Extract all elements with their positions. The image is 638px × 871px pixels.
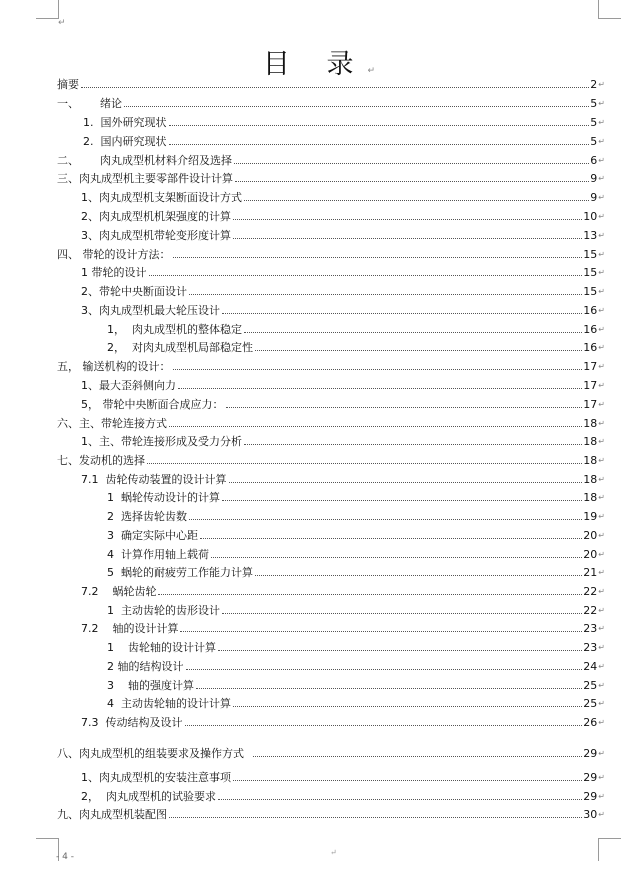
- toc-paragraph-mark: ↵: [598, 773, 605, 782]
- toc-paragraph-mark: ↵: [598, 456, 605, 465]
- toc-entry-text: 7.2 蜗轮齿轮: [81, 585, 157, 598]
- toc-page-number: 17: [583, 398, 598, 411]
- toc-page-number: 20: [583, 529, 598, 542]
- toc-entry-text: 1 带轮的设计: [81, 266, 147, 279]
- toc-paragraph-mark: ↵: [598, 343, 605, 352]
- toc-entry: [57, 696, 605, 710]
- toc-entry: [57, 640, 605, 654]
- page-footer: - 4 -: [56, 852, 74, 862]
- toc-entry: [57, 190, 605, 204]
- toc-entry: [57, 715, 605, 729]
- toc-entry: [57, 453, 605, 467]
- toc-entry-text: 五， 输送机构的设计：: [57, 360, 171, 373]
- toc-page-number: 19: [583, 510, 598, 523]
- toc-entry: [57, 303, 605, 317]
- toc-page-number: 21: [583, 566, 598, 579]
- toc-paragraph-mark: ↵: [598, 118, 605, 127]
- toc-dot-leader: [158, 594, 582, 595]
- toc-entry: [57, 416, 605, 430]
- toc-paragraph-mark: ↵: [598, 662, 605, 671]
- toc-paragraph-mark: ↵: [598, 231, 605, 240]
- toc-dot-leader: [147, 463, 582, 464]
- toc-paragraph-mark: ↵: [598, 718, 605, 727]
- toc-entry: [57, 807, 605, 821]
- toc-page-number: 20: [583, 548, 598, 561]
- toc-entry: [57, 134, 605, 148]
- toc-paragraph-mark: ↵: [598, 306, 605, 315]
- toc-paragraph-mark: ↵: [598, 193, 605, 202]
- toc-page-number: 6: [590, 154, 598, 167]
- toc-entry-text: 4 计算作用轴上载荷: [107, 548, 209, 561]
- toc-entry: [57, 434, 605, 448]
- toc-page-number: 17: [583, 360, 598, 373]
- toc-paragraph-mark: ↵: [598, 419, 605, 428]
- toc-page-number: 16: [583, 341, 598, 354]
- toc-paragraph-mark: ↵: [598, 681, 605, 690]
- toc-entry-text: 7.3 传动结构及设计: [81, 716, 183, 729]
- toc-page-number: 29: [583, 771, 598, 784]
- toc-page-number: 2: [590, 78, 598, 91]
- toc-page-number: 16: [583, 323, 598, 336]
- toc-paragraph-mark: ↵: [598, 99, 605, 108]
- toc-entry-text: 一、 绪论: [57, 97, 122, 110]
- toc-entry-text: 2 轴的结构设计: [107, 660, 184, 673]
- toc-dot-leader: [233, 219, 582, 220]
- toc-entry-text: 1、肉丸成型机支架断面设计方式: [81, 191, 242, 204]
- toc-page-number: 29: [583, 747, 598, 760]
- toc-page-number: 22: [583, 585, 598, 598]
- footer-paragraph-mark: ↵: [330, 848, 337, 857]
- toc-entry-text: 1 齿轮轴的设计计算: [107, 641, 216, 654]
- toc-paragraph-mark: ↵: [598, 550, 605, 559]
- toc-entry: [57, 322, 605, 336]
- toc-entry: [57, 547, 605, 561]
- toc-entry: [57, 228, 605, 242]
- toc-dot-leader: [189, 519, 582, 520]
- toc-entry: [57, 397, 605, 411]
- toc-paragraph-mark: ↵: [598, 792, 605, 801]
- toc-page-number: 22: [583, 604, 598, 617]
- toc-paragraph-mark: ↵: [598, 699, 605, 708]
- toc-dot-leader: [218, 799, 582, 800]
- toc-dot-leader: [255, 575, 582, 576]
- toc-paragraph-mark: ↵: [598, 512, 605, 521]
- toc-dot-leader: [169, 144, 590, 145]
- toc-paragraph-mark: ↵: [598, 587, 605, 596]
- toc-paragraph-mark: ↵: [598, 250, 605, 259]
- toc-entry-text: 1、肉丸成型机的安装注意事项: [81, 771, 231, 784]
- crop-mark-bottom-right: [598, 838, 621, 861]
- toc-paragraph-mark: ↵: [598, 568, 605, 577]
- toc-dot-leader: [200, 538, 582, 539]
- toc-entry-text: 1、主、带轮连接形成及受力分析: [81, 435, 242, 448]
- toc-page-number: 26: [583, 716, 598, 729]
- toc-entry-text: 1 主动齿轮的齿形设计: [107, 604, 220, 617]
- toc-entry: [57, 378, 605, 392]
- toc-dot-leader: [180, 631, 582, 632]
- toc-dot-leader: [178, 388, 582, 389]
- toc-entry: [57, 359, 605, 373]
- toc-paragraph-mark: ↵: [598, 268, 605, 277]
- toc-entry-text: 5， 带轮中央断面合成应力：: [81, 398, 224, 411]
- toc-entry: [57, 265, 605, 279]
- toc-dot-leader: [229, 482, 583, 483]
- toc-entry-text: 1、最大歪斜侧向力: [81, 379, 176, 392]
- toc-page-number: 23: [583, 622, 598, 635]
- toc-paragraph-mark: ↵: [598, 287, 605, 296]
- toc-entry-text: 2 选择齿轮齿数: [107, 510, 187, 523]
- toc-entry: [57, 509, 605, 523]
- toc-page-number: 15: [583, 248, 598, 261]
- toc-paragraph-mark: ↵: [598, 362, 605, 371]
- toc-dot-leader: [196, 688, 582, 689]
- toc-dot-leader: [235, 181, 589, 182]
- toc-dot-leader: [169, 125, 590, 126]
- toc-paragraph-mark: ↵: [598, 325, 605, 334]
- toc-page-number: 5: [590, 116, 598, 129]
- toc-page-number: 24: [583, 660, 598, 673]
- toc-dot-leader: [169, 817, 582, 818]
- toc-page-number: 9: [590, 172, 598, 185]
- toc-page-number: 15: [583, 266, 598, 279]
- toc-dot-leader: [226, 407, 583, 408]
- toc-entry: [57, 209, 605, 223]
- toc-entry-text: 1， 肉丸成型机的整体稳定: [107, 323, 242, 336]
- toc-paragraph-mark: ↵: [598, 437, 605, 446]
- toc-entry: [57, 528, 605, 542]
- toc-page-number: 18: [583, 417, 598, 430]
- toc-paragraph-mark: ↵: [598, 80, 605, 89]
- toc-dot-leader: [233, 780, 582, 781]
- toc-entry-text: 7.2 轴的设计计算: [81, 622, 179, 635]
- toc-paragraph-mark: ↵: [598, 749, 605, 758]
- toc-dot-leader: [222, 313, 582, 314]
- toc-dot-leader: [244, 444, 582, 445]
- toc-dot-leader: [222, 613, 582, 614]
- toc-paragraph-mark: ↵: [598, 606, 605, 615]
- toc-page-number: 9: [590, 191, 598, 204]
- toc-entry: [57, 171, 605, 185]
- toc-entry: [57, 746, 605, 760]
- toc-entry-text: 四、 带轮的设计方法：: [57, 248, 171, 261]
- toc-entry-text: 3、肉丸成型机最大轮压设计: [81, 304, 220, 317]
- toc-page-number: 25: [583, 679, 598, 692]
- toc-entry: [57, 789, 605, 803]
- toc-entry-text: 2. 国内研究现状: [83, 135, 167, 148]
- toc-entry-text: 摘要: [57, 78, 79, 91]
- toc-dot-leader: [81, 87, 589, 88]
- toc-entry-text: 二、 肉丸成型机材料介绍及选择: [57, 154, 232, 167]
- toc-dot-leader: [255, 350, 582, 351]
- toc-page-number: 17: [583, 379, 598, 392]
- toc-dot-leader: [124, 106, 589, 107]
- toc-entry: [57, 659, 605, 673]
- toc-dot-leader: [218, 650, 582, 651]
- toc-dot-leader: [189, 294, 582, 295]
- toc-page-number: 29: [583, 790, 598, 803]
- toc-page-number: 16: [583, 304, 598, 317]
- toc-entry-text: 八、肉丸成型机的组装要求及操作方式: [57, 747, 251, 760]
- toc-entry-text: 2， 对肉丸成型机局部稳定性: [107, 341, 253, 354]
- toc-page-number: 18: [583, 435, 598, 448]
- toc-entry-text: 5 蜗轮的耐疲劳工作能力计算: [107, 566, 253, 579]
- toc-dot-leader: [233, 238, 582, 239]
- toc-entry: [57, 603, 605, 617]
- toc-page-number: 30: [583, 808, 598, 821]
- toc-paragraph-mark: ↵: [598, 624, 605, 633]
- toc-dot-leader: [173, 369, 583, 370]
- toc-entry-text: 3、肉丸成型机带轮变形度计算: [81, 229, 231, 242]
- toc-dot-leader: [186, 669, 583, 670]
- toc-paragraph-mark: ↵: [598, 493, 605, 502]
- toc-paragraph-mark: ↵: [598, 643, 605, 652]
- toc-entry-text: 1 蜗轮传动设计的计算: [107, 491, 220, 504]
- toc-dot-leader: [211, 557, 582, 558]
- toc-page-number: 25: [583, 697, 598, 710]
- toc-entry: [57, 678, 605, 692]
- toc-entry: [57, 153, 605, 167]
- toc-entry-text: 3 确定实际中心距: [107, 529, 198, 542]
- toc-paragraph-mark: ↵: [598, 475, 605, 484]
- toc-entry: [57, 621, 605, 635]
- toc-dot-leader: [233, 706, 582, 707]
- toc-entry: [57, 77, 605, 91]
- title-paragraph-mark: ↵: [367, 66, 376, 76]
- toc-paragraph-mark: ↵: [598, 400, 605, 409]
- toc-paragraph-mark: ↵: [598, 156, 605, 165]
- toc-entry: [57, 565, 605, 579]
- toc-page-number: 13: [583, 229, 598, 242]
- toc-entry-text: 六、主、带轮连接方式: [57, 417, 167, 430]
- crop-mark-top-right: [598, 0, 621, 19]
- toc-entry: [57, 584, 605, 598]
- toc-entry: [57, 770, 605, 784]
- toc-dot-leader: [244, 332, 582, 333]
- toc-page-number: 5: [590, 97, 598, 110]
- toc-paragraph-mark: ↵: [598, 174, 605, 183]
- toc-entry-text: 三、肉丸成型机主要零部件设计计算: [57, 172, 233, 185]
- crop-mark-top-left: [36, 0, 59, 19]
- toc-dot-leader: [234, 163, 589, 164]
- toc-page-number: 18: [583, 491, 598, 504]
- paragraph-mark-top: ↵: [58, 18, 66, 28]
- toc-page-number: 10: [583, 210, 598, 223]
- toc-entry: [57, 115, 605, 129]
- toc-page-number: 5: [590, 135, 598, 148]
- page-title-text: 目 录: [262, 49, 368, 80]
- toc-paragraph-mark: ↵: [598, 381, 605, 390]
- toc-entry-text: 七、发动机的选择: [57, 454, 145, 467]
- toc-entry: [57, 490, 605, 504]
- toc-entry-text: 7.1 齿轮传动装置的设计计算: [81, 473, 227, 486]
- toc-entry: [57, 247, 605, 261]
- toc-paragraph-mark: ↵: [598, 531, 605, 540]
- toc-page-number: 23: [583, 641, 598, 654]
- toc-entry-text: 2、肉丸成型机机架强度的计算: [81, 210, 231, 223]
- toc-dot-leader: [222, 500, 582, 501]
- toc-page-number: 18: [583, 454, 598, 467]
- toc-entry-text: 2、带轮中央断面设计: [81, 285, 187, 298]
- toc-dot-leader: [173, 257, 583, 258]
- toc-dot-leader: [185, 725, 583, 726]
- toc-dot-leader: [244, 200, 589, 201]
- toc-entry-text: 4 主动齿轮轴的设计计算: [107, 697, 231, 710]
- toc-entry-text: 3 轴的强度计算: [107, 679, 194, 692]
- page-title: [0, 42, 638, 81]
- toc-entry-text: 九、肉丸成型机装配图: [57, 808, 167, 821]
- toc-entry: [57, 284, 605, 298]
- toc-dot-leader: [253, 756, 582, 757]
- toc-page-number: 15: [583, 285, 598, 298]
- toc-paragraph-mark: ↵: [598, 810, 605, 819]
- toc-page-number: 18: [583, 473, 598, 486]
- toc-dot-leader: [149, 275, 583, 276]
- toc-entry-text: 1. 国外研究现状: [83, 116, 167, 129]
- toc-entry: [57, 340, 605, 354]
- toc-entry-text: 2， 肉丸成型机的试验要求: [81, 790, 216, 803]
- toc-paragraph-mark: ↵: [598, 137, 605, 146]
- toc-dot-leader: [169, 426, 582, 427]
- toc-entry: [57, 472, 605, 486]
- toc-entry: [57, 96, 605, 110]
- toc-paragraph-mark: ↵: [598, 212, 605, 221]
